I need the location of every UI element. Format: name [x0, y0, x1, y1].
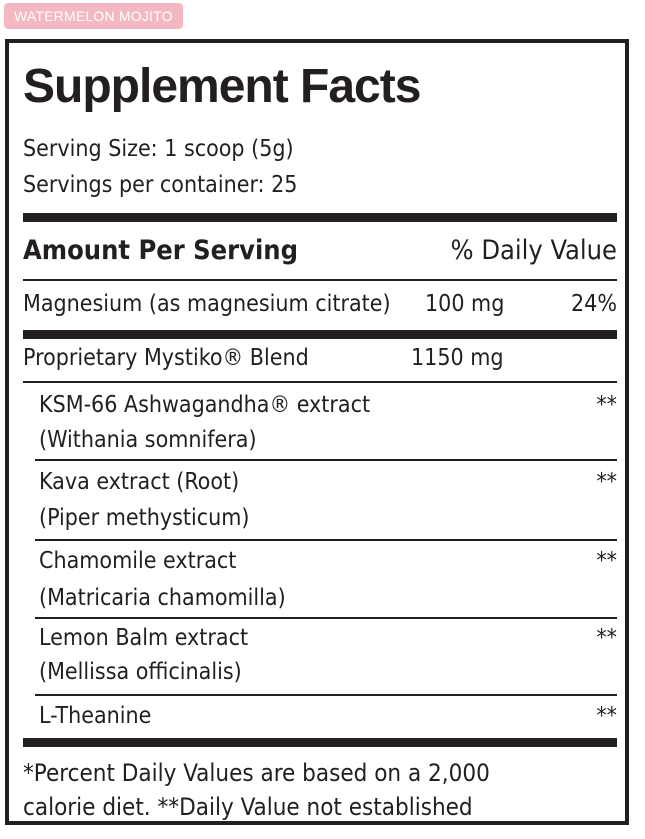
divider-thick: [23, 213, 617, 222]
ingredient-daily-value: **: [596, 625, 617, 651]
ingredient-latin-name: (Mellissa officinalis): [39, 659, 242, 685]
divider: [23, 279, 617, 281]
nutrient-name: Magnesium (as magnesium citrate): [23, 291, 391, 317]
ingredient-latin-name: (Piper methysticum): [39, 505, 250, 531]
divider: [35, 694, 617, 696]
nutrient-daily-value: 24%: [571, 291, 617, 317]
panel-title: Supplement Facts: [23, 60, 421, 113]
ingredient-name: Lemon Balm extract: [39, 625, 249, 651]
nutrient-amount: 100 mg: [425, 291, 505, 317]
servings-per-container: Servings per container: 25: [23, 172, 298, 198]
amount-per-serving-header: Amount Per Serving: [23, 235, 298, 266]
ingredient-daily-value: **: [596, 703, 617, 729]
divider-thick: [23, 738, 617, 747]
ingredient-name: Kava extract (Root): [39, 469, 240, 495]
divider-thick: [23, 330, 617, 339]
flavor-tag: WATERMELON MOJITO: [4, 3, 183, 29]
blend-name: Proprietary Mystiko® Blend: [23, 345, 309, 371]
footnote-line-2: calorie diet. **Daily Value not established: [23, 793, 473, 821]
divider: [35, 539, 617, 541]
ingredient-daily-value: **: [596, 469, 617, 495]
supplement-facts-panel: [5, 39, 629, 825]
ingredient-name: L-Theanine: [39, 703, 152, 729]
ingredient-name: KSM-66 Ashwagandha® extract: [39, 392, 371, 418]
divider: [35, 617, 617, 619]
ingredient-daily-value: **: [596, 392, 617, 418]
serving-size: Serving Size: 1 scoop (5g): [23, 136, 294, 162]
divider: [35, 459, 617, 461]
ingredient-name: Chamomile extract: [39, 548, 237, 574]
ingredient-daily-value: **: [596, 548, 617, 574]
ingredient-latin-name: (Matricaria chamomilla): [39, 585, 286, 611]
ingredient-latin-name: (Withania somnifera): [39, 427, 257, 453]
footnote-line-1: *Percent Daily Values are based on a 2,000: [23, 759, 490, 787]
daily-value-header: % Daily Value: [450, 235, 617, 266]
blend-amount: 1150 mg: [411, 345, 504, 371]
divider: [23, 381, 617, 383]
